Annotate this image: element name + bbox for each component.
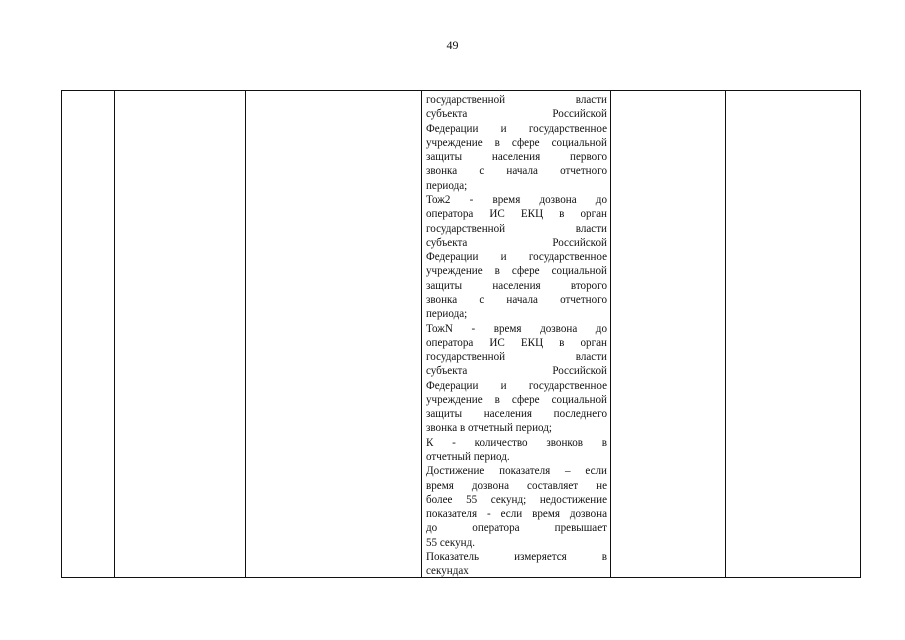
text-line: более 55 секунд; недостижение (426, 493, 607, 506)
text-line: секундах (426, 565, 469, 578)
text-line: звонка в отчетный период; (426, 422, 552, 435)
column-divider (610, 91, 611, 577)
text-line: субъекта Российской (426, 365, 607, 378)
text-line: защиты населения второго (426, 279, 607, 292)
text-line: Федерации и государственное (426, 122, 607, 135)
text-line: Достижение показателя – если (426, 465, 607, 478)
text-line: Показатель измеряется в (426, 551, 607, 563)
text-line: звонка с начала отчетного (426, 293, 607, 306)
text-line: учреждение в сфере социальной (426, 393, 607, 406)
text-line: защиты населения последнего (426, 408, 607, 421)
indicator-description-cell (426, 93, 607, 579)
text-line: звонка с начала отчетного (426, 165, 607, 178)
indicator-table (61, 90, 861, 578)
text-line: государственной власти (426, 351, 607, 364)
page-number: 49 (446, 38, 459, 52)
column-divider (421, 91, 422, 577)
text-line: ТожN - время дозвона до (426, 322, 607, 335)
text-line: защиты населения первого (426, 151, 607, 164)
text-line: государственной власти (426, 94, 607, 106)
text-line: Тож2 - время дозвона до (426, 193, 607, 206)
text-line: показателя - если время дозвона (426, 508, 607, 521)
text-line: до оператора превышает (426, 522, 607, 535)
text-line: субъекта Российской (426, 108, 607, 121)
text-line: периода; (426, 308, 468, 321)
text-line: время дозвона составляет не (426, 479, 607, 492)
text-line: оператора ИС ЕКЦ в орган (426, 208, 607, 221)
text-line: периода; (426, 179, 468, 192)
column-divider (114, 91, 115, 577)
column-divider (725, 91, 726, 577)
text-line: отчетный период. (426, 451, 510, 464)
text-line: учреждение в сфере социальной (426, 136, 607, 149)
text-line: Федерации и государственное (426, 251, 607, 264)
text-line: 55 секунд. (426, 536, 475, 549)
column-divider (245, 91, 246, 577)
text-line: субъекта Российской (426, 236, 607, 249)
text-line: оператора ИС ЕКЦ в орган (426, 336, 607, 349)
text-line: К - количество звонков в (426, 436, 607, 449)
text-line: учреждение в сфере социальной (426, 265, 607, 278)
text-line: государственной власти (426, 222, 607, 235)
text-line: Федерации и государственное (426, 379, 607, 392)
